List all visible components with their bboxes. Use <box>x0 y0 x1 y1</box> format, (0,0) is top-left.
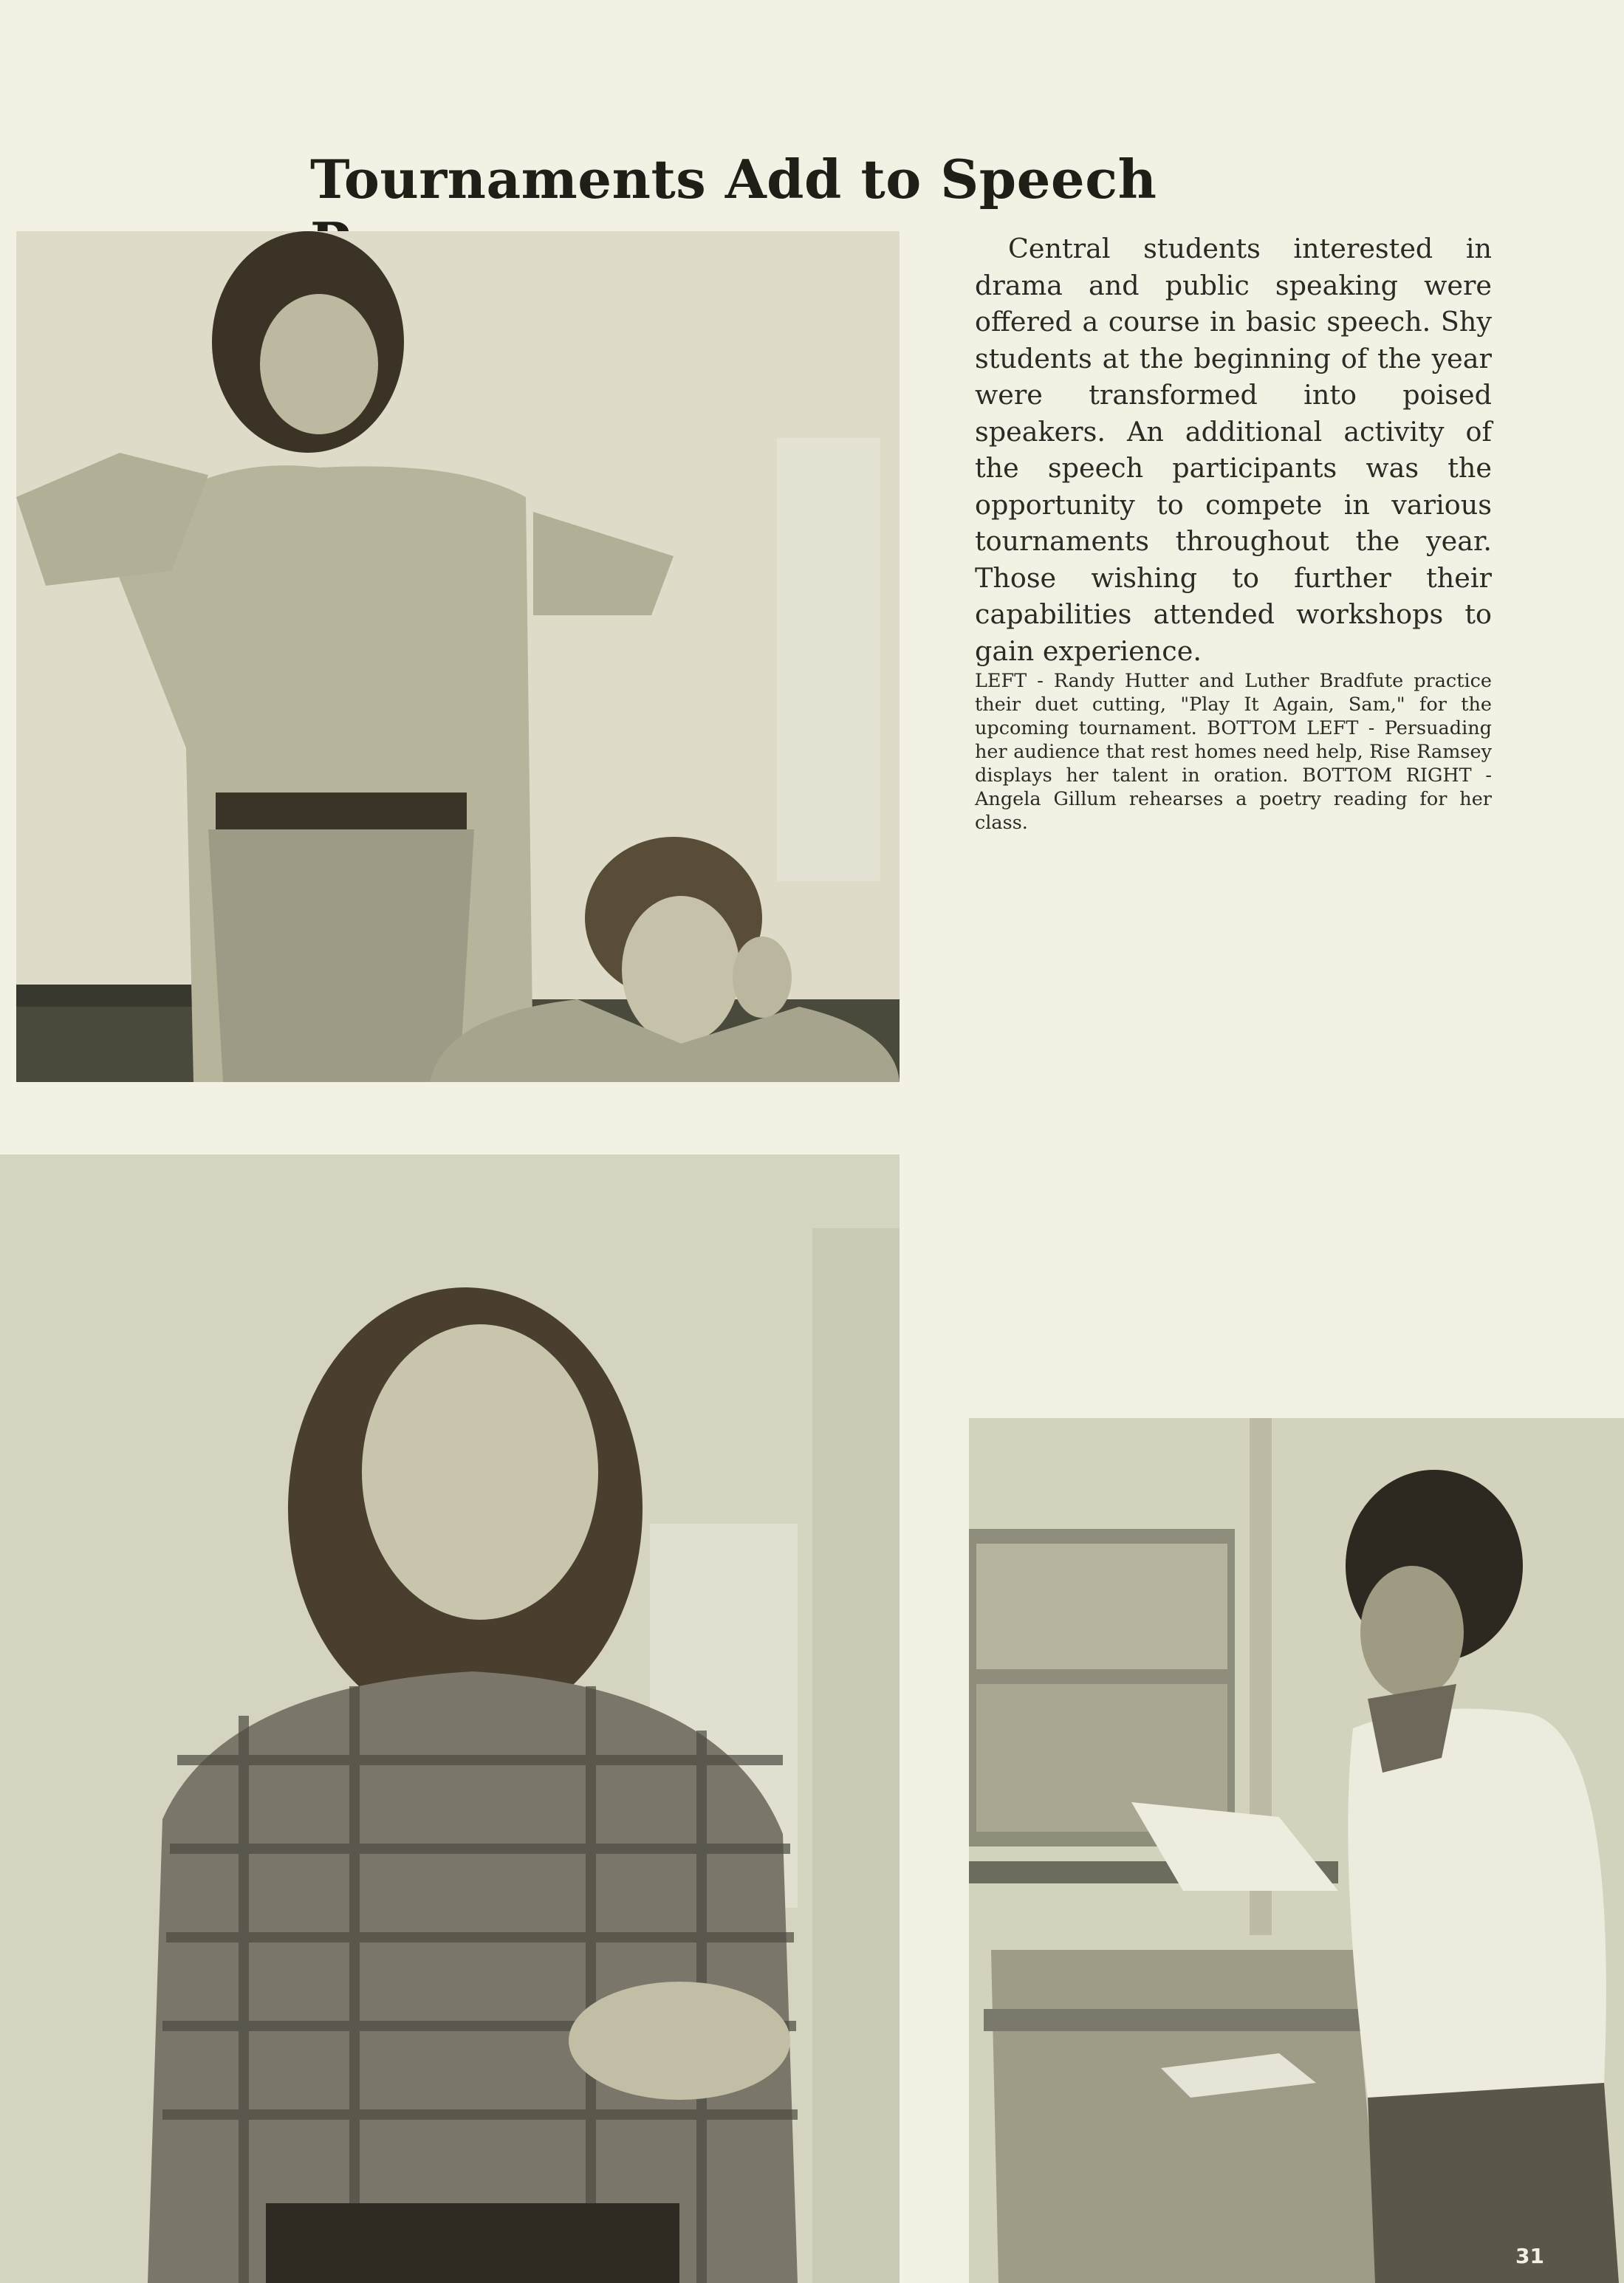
page-title: Tournaments Add to Speech <box>310 148 1157 210</box>
photo-caption: LEFT - Randy Hutter and Luther Bradfute practice their duet cutting, "Play It Again, Sam," for the upcoming tournament. BOTTOM LEFT - Persuading her audience that rest homes need help, Rise Ramsey displays her talent in oration. BOTTOM RIGHT - Angela Gillum rehearses a poetry reading for her class. <box>975 670 1492 834</box>
page-number: 31 <box>1515 2244 1544 2268</box>
article-body: Central students interested in drama and public speaking were offered a course in basic speech. Shy students at the beginning of the year were transformed into poised speakers. An additional activity of the speech participants was the opportunity to compete in various tournaments throughout the year. Those wishing to further their capabilities attended workshops to gain experience. <box>975 233 1492 667</box>
photo-duet-practice <box>16 231 900 1082</box>
photo-poetry-reading <box>969 1418 1624 2283</box>
photo-oration <box>0 1154 900 2283</box>
